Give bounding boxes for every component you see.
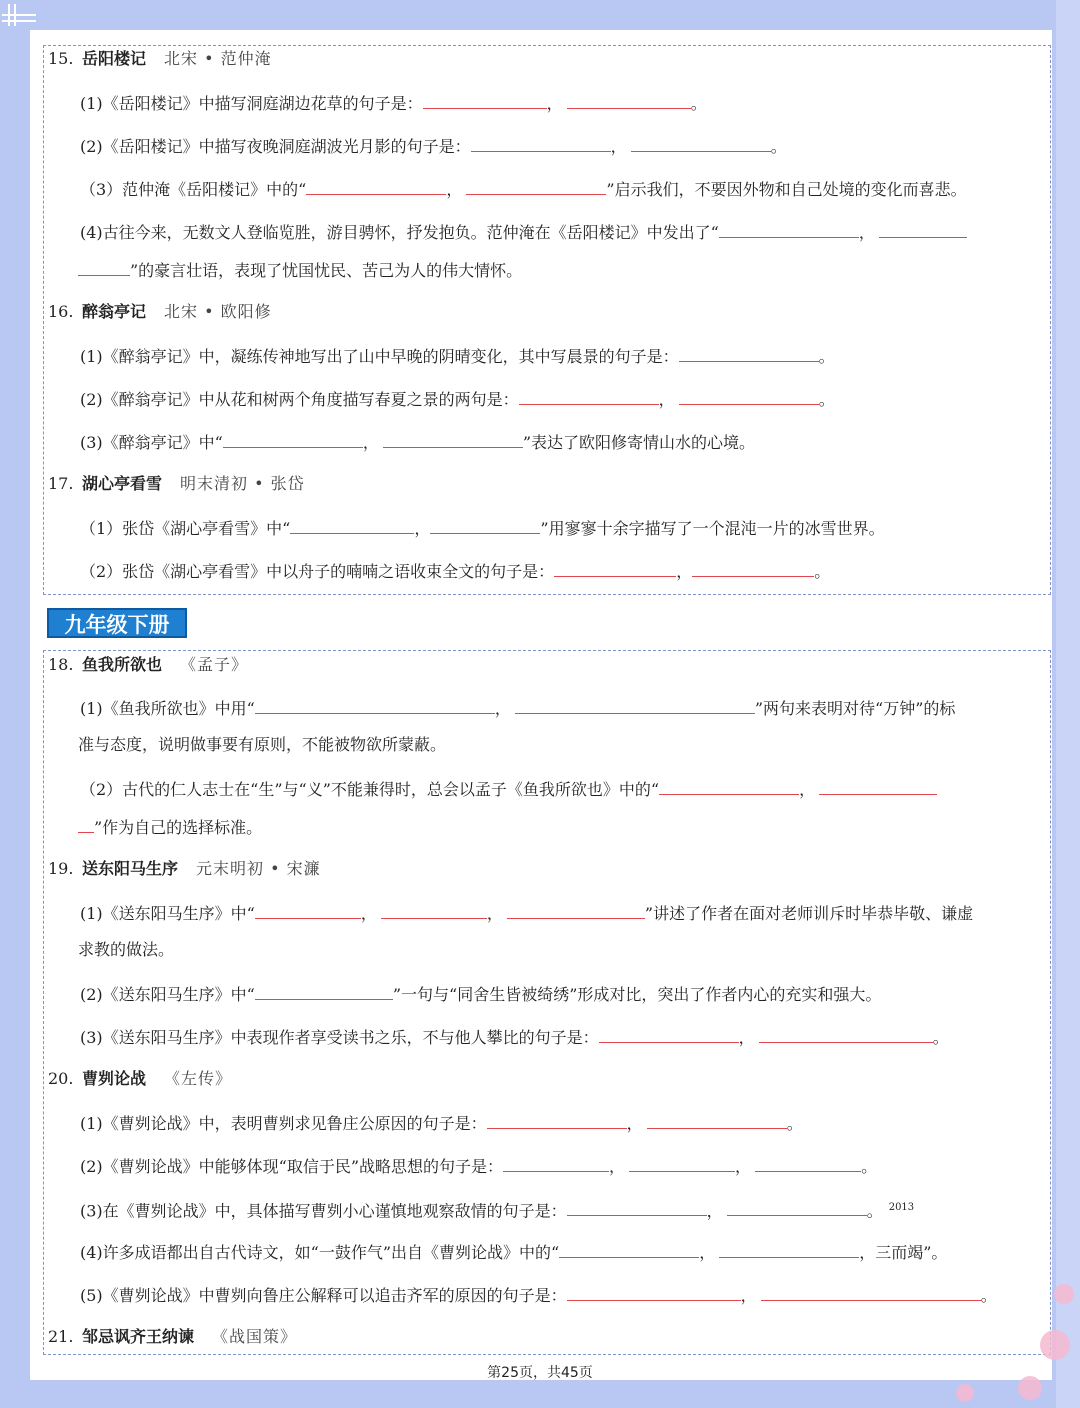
question-20-1: (1)《曹刿论战》中，表明曹刿求见鲁庄公原因的句子是： ， 。 [80,1114,803,1133]
section-title-16: 16. 醉翁亭记 北宋 • 欧阳修 [48,302,272,321]
question-20-5: (5)《曹刿论战》中曹刿向鲁庄公解释可以追击齐军的原因的句子是： ， 。 [80,1286,997,1305]
question-19-1: (1)《送东阳马生序》中“ ， ， ”讲述了作者在面对老师训斥时毕恭毕敬、谦虚 [80,904,974,923]
question-18-2: （2）古代的仁人志士在“生”与“义”不能兼得时，总会以孟子《鱼我所欲也》中的“ ， [80,778,937,800]
grade-heading: 九年级下册 [47,608,187,638]
question-15-4-cont: ”的豪言壮语，表现了忧国忧民、苦己为人的伟大情怀。 [78,259,522,281]
page-footer: 第25页，共45页 [487,1365,593,1381]
question-20-3: (3)在《曹刿论战》中，具体描写曹刿小心谨慎地观察敌情的句子是： ， 。 $^{2013}$ [80,1201,915,1221]
section-title-18: 18. 鱼我所欲也 《孟子》 [48,655,249,674]
section-title-19: 19. 送东阳马生序 元末明初 • 宋濂 [48,859,321,878]
question-18-1-cont: 准与态度，说明做事要有原则，不能被物欲所蒙蔽。 [78,735,447,754]
question-20-4: (4)许多成语都出自古代诗文，如“一鼓作气”出自《曹刿论战》中的“ ， ，三而竭”。 [80,1243,948,1262]
question-18-2-cont: ”作为自己的选择标准。 [78,816,262,838]
question-18-1: (1)《鱼我所欲也》中用“ ， ”两句来表明对待“万钟”的标 [80,699,956,718]
section-title-17: 17. 湖心亭看雪 明末清初 • 张岱 [48,474,305,493]
blossom-icon [1054,1284,1074,1304]
question-15-1: (1)《岳阳楼记》中描写洞庭湖边花草的句子是： ， 。 [80,94,707,113]
question-16-1: (1)《醉翁亭记》中，凝练传神地写出了山中早晚的阴晴变化，其中写晨景的句子是： 。 [80,347,835,366]
question-17-1: （1）张岱《湖心亭看雪》中“ ， ”用寥寥十余字描写了一个混沌一片的冰雪世界。 [80,519,885,538]
question-16-3: (3)《醉翁亭记》中“ ， ”表达了欧阳修寄情山水的心境。 [80,433,756,452]
section-title-15: 15. 岳阳楼记 北宋 • 范仲淹 [48,49,272,68]
question-19-1-cont: 求教的做法。 [78,940,175,959]
question-20-2: (2)《曹刿论战》中能够体现“取信于民”战略思想的句子是： ， ， 。 [80,1157,878,1176]
question-19-3: (3)《送东阳马生序》中表现作者享受读书之乐，不与他人攀比的句子是： ， 。 [80,1028,949,1047]
corner-decoration-icon [0,0,40,30]
section-title-20: 20. 曹刿论战 《左传》 [48,1069,233,1088]
question-16-2: (2)《醉翁亭记》中从花和树两个角度描写春夏之景的两句是： ， 。 [80,390,835,409]
section-title-21: 21. 邹忌讽齐王纳谏 《战国策》 [48,1327,298,1346]
blossom-icon [956,1384,974,1402]
question-17-2: （2）张岱《湖心亭看雪》中以舟子的喃喃之语收束全文的句子是： ， 。 [80,562,831,581]
question-15-3: （3）范仲淹《岳阳楼记》中的“ ， ”启示我们，不要因外物和自己处境的变化而喜悲。 [80,180,967,199]
year-note: 2013 [888,1202,915,1213]
blossom-icon [1040,1330,1070,1360]
question-15-2: (2)《岳阳楼记》中描写夜晚洞庭湖波光月影的句子是： ， 。 [80,137,787,156]
question-19-2: (2)《送东阳马生序》中“ ”一句与“同舍生皆被绮绣”形成对比，突出了作者内心的充实和强大。 [80,985,882,1004]
right-decorative-strip [1056,0,1080,1408]
question-15-4: (4)古往今来，无数文人登临览胜，游目骋怀，抒发抱负。范仲淹在《岳阳楼记》中发出了“ ， [80,221,967,243]
blossom-icon [1018,1376,1042,1400]
